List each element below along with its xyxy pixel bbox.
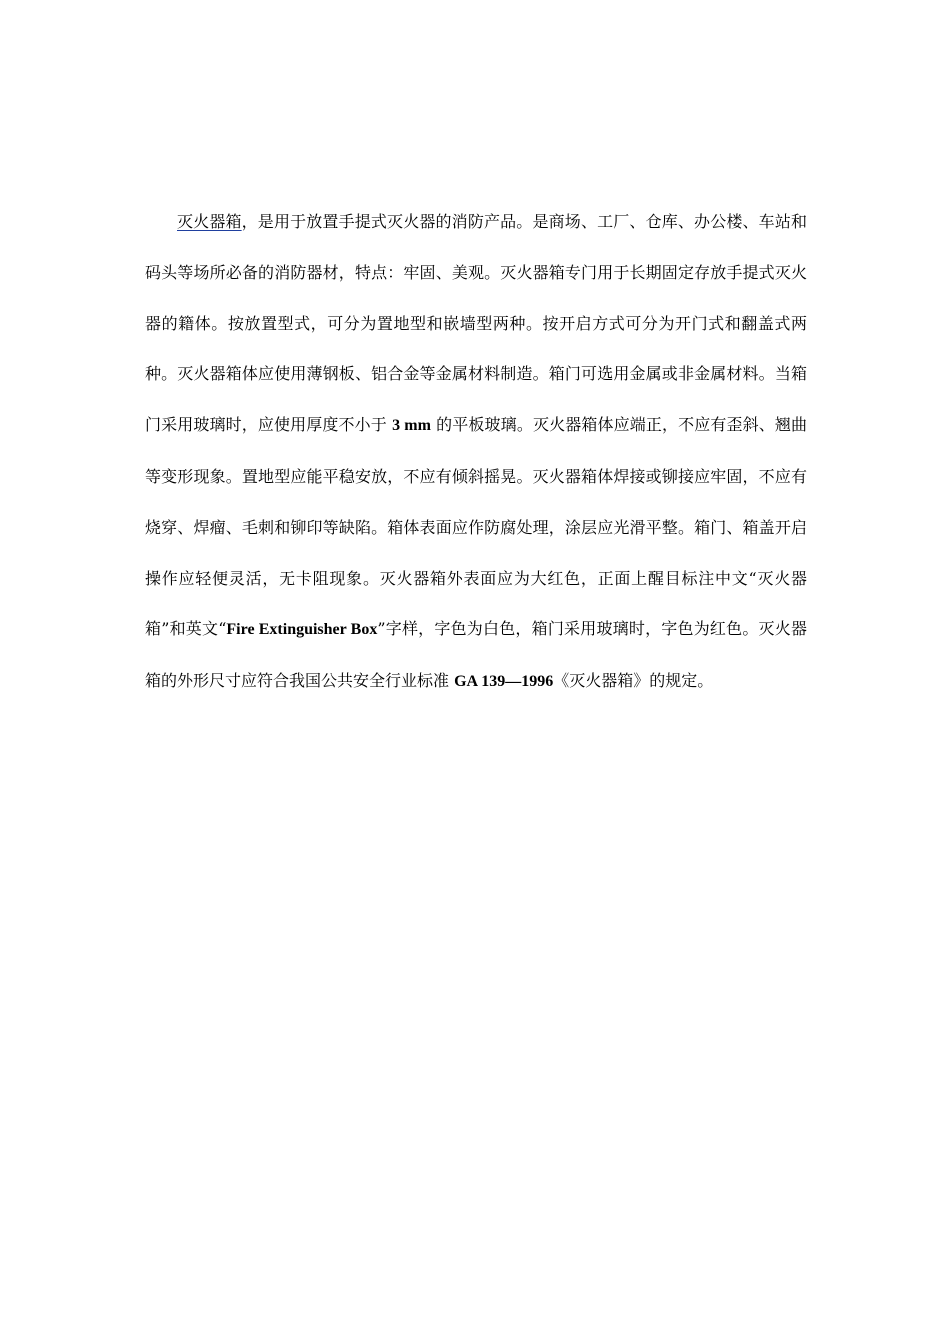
paragraph-text-3: ”字样，字色为白色，箱门采用玻璃时，字色为红色。灭火器箱的外形尺寸应符合我国公共安全行业标准 — [145, 619, 807, 691]
glass-thickness-value: 3 mm — [392, 417, 431, 435]
fire-extinguisher-box-link[interactable]: 灭火器箱 — [177, 212, 242, 231]
document-body — [145, 197, 807, 708]
paragraph-text-1: ，是用于放置手提式灭火器的消防产品。是商场、工厂、仓库、办公楼、车站和码头等场所必备的消防器材，特点：牢固、美观。灭火器箱专门用于长期固定存放手提式灭火器的籍体。按放置型式，可分为置地型和嵌墙型两种。按开启方式可分为开门式和翻盖式两种。灭火器箱体应使用薄钢板、铝合金等金属材料制造。箱门可选用金属或非金属材料。当箱门采用玻璃时，应使用厚度不小于 — [145, 212, 807, 435]
body-paragraph — [145, 197, 807, 708]
english-label-text: Fire Extinguisher Box — [226, 621, 378, 639]
paragraph-text-4: 《灭火器箱》的规定。 — [553, 671, 714, 691]
paragraph-text-2: 的平板玻璃。灭火器箱体应端正，不应有歪斜、翘曲等变形现象。置地型应能平稳安放，不应有倾斜摇晃。灭火器箱体焊接或铆接应牢固，不应有烧穿、焊瘤、毛刺和铆印等缺陷。箱体表面应作防腐处理，涂层应光滑平整。箱门、箱盖开启操作应轻便灵活，无卡阻现象。灭火器箱外表面应为大红色，正面上醒目标注中文“灭火器箱”和英文“ — [145, 415, 808, 639]
standard-number: GA 139—1996 — [454, 673, 554, 691]
